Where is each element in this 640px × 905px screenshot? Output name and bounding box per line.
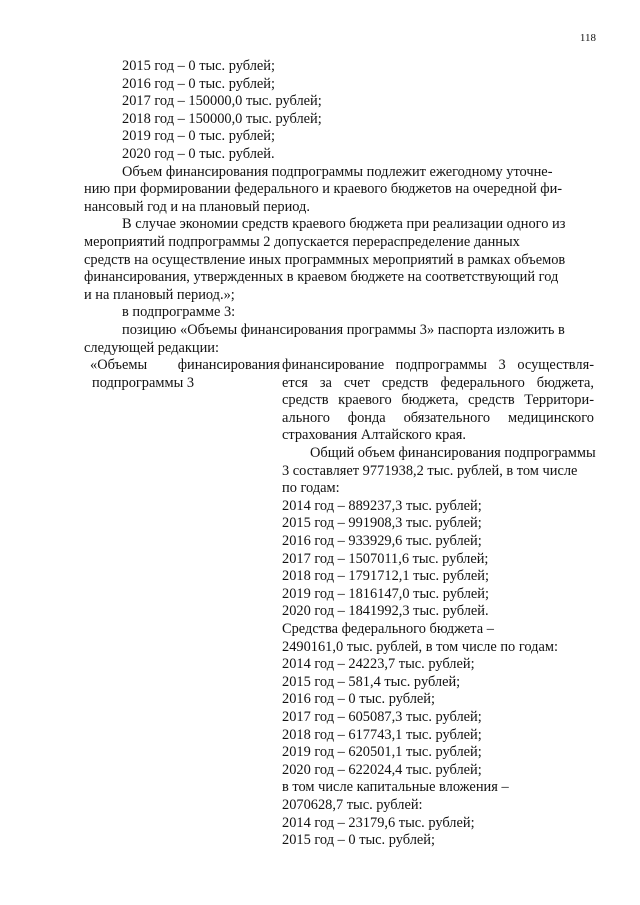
right-cell-line: средств краевого бюджета, средств Территори- [282, 392, 594, 409]
capital-year-line: 2014 год – 23179,6 тыс. рублей; [282, 814, 475, 831]
paragraph-line: Объем финансирования подпрограммы подлежит ежегодному уточне- [122, 163, 553, 180]
top-years-list [84, 58, 598, 164]
paragraph-line: мероприятий подпрограммы 2 допускается перераспределение данных [84, 233, 520, 250]
right-cell-line: ального фонда обязательного медицинского [282, 409, 594, 426]
total-year-line: 2015 год – 991908,3 тыс. рублей; [282, 515, 482, 532]
federal-year-line: 2015 год – 581,4 тыс. рублей; [282, 673, 461, 690]
paragraph-savings [84, 216, 598, 304]
year-line: 2020 год – 0 тыс. рублей. [122, 145, 275, 162]
year-line: 2019 год – 0 тыс. рублей; [122, 128, 275, 145]
right-cell-line: 2490161,0 тыс. рублей, в том числе по годам: [282, 638, 558, 655]
paragraph-line: нию при формировании федерального и краевого бюджетов на очередной фи- [84, 181, 563, 198]
subprogram-3-heading: в подпрограмме 3: [122, 304, 236, 321]
left-cell-word: «Объемы [90, 357, 148, 374]
capital-year-line: 2015 год – 0 тыс. рублей; [282, 832, 435, 849]
right-cell-line: в том числе капитальные вложения – [282, 779, 509, 796]
total-year-line: 2018 год – 1791712,1 тыс. рублей; [282, 568, 489, 585]
paragraph-funding-clarification [84, 164, 598, 217]
table-right-cell [280, 357, 594, 850]
federal-year-line: 2019 год – 620501,1 тыс. рублей; [282, 744, 482, 761]
table-left-cell [84, 357, 280, 850]
left-cell-line [90, 357, 280, 375]
total-year-line: 2017 год – 1507011,6 тыс. рублей; [282, 550, 489, 567]
paragraph-line: и на плановый период.»; [84, 286, 235, 303]
paragraph-line: финансирования, утвержденных в краевом бюджете на соответствующий год [84, 269, 559, 286]
total-year-line: 2014 год – 889237,3 тыс. рублей; [282, 497, 482, 514]
paragraph-line: позицию «Объемы финансирования программы 3» паспорта изложить в [122, 321, 565, 338]
right-cell-line: 3 составляет 9771938,2 тыс. рублей, в том числе [282, 462, 578, 479]
right-cell-line: Средства федерального бюджета – [282, 621, 494, 637]
federal-year-line: 2016 год – 0 тыс. рублей; [282, 691, 435, 708]
federal-year-line: 2017 год – 605087,3 тыс. рублей; [282, 708, 482, 725]
paragraph-line: В случае экономии средств краевого бюджета при реализации одного из [122, 216, 566, 233]
total-year-line: 2019 год – 1816147,0 тыс. рублей; [282, 585, 489, 602]
right-cell-line: 2070628,7 тыс. рублей: [282, 796, 423, 813]
paragraph-position-edit [84, 322, 598, 357]
year-line: 2016 год – 0 тыс. рублей; [122, 75, 275, 92]
paragraph-line: нансовый год и на плановый период. [84, 198, 310, 215]
year-line: 2018 год – 150000,0 тыс. рублей; [122, 110, 322, 127]
left-cell-word: финансирования [177, 357, 280, 374]
right-cell-line: по годам: [282, 480, 340, 497]
right-cell-line: ется за счет средств федерального бюджета, [282, 374, 594, 391]
paragraph-line: следующей редакции: [84, 339, 219, 356]
left-cell-line: подпрограммы 3 [92, 374, 195, 391]
federal-year-line: 2018 год – 617743,1 тыс. рублей; [282, 726, 482, 743]
page-number: 118 [579, 32, 596, 44]
year-line: 2015 год – 0 тыс. рублей; [122, 58, 275, 74]
financing-table [84, 357, 598, 850]
document-body [84, 58, 598, 850]
right-cell-line: страхования Алтайского края. [282, 427, 466, 444]
total-year-line: 2020 год – 1841992,3 тыс. рублей. [282, 603, 489, 620]
paragraph-line: средств на осуществление иных программных мероприятий в рамках объемов [84, 251, 566, 268]
right-cell-line: финансирование подпрограммы 3 осуществля- [282, 357, 594, 374]
right-cell-line: Общий объем финансирования подпрограммы [310, 445, 596, 462]
federal-year-line: 2014 год – 24223,7 тыс. рублей; [282, 656, 475, 673]
federal-year-line: 2020 год – 622024,4 тыс. рублей; [282, 761, 482, 778]
total-year-line: 2016 год – 933929,6 тыс. рублей; [282, 533, 482, 550]
year-line: 2017 год – 150000,0 тыс. рублей; [122, 93, 322, 110]
